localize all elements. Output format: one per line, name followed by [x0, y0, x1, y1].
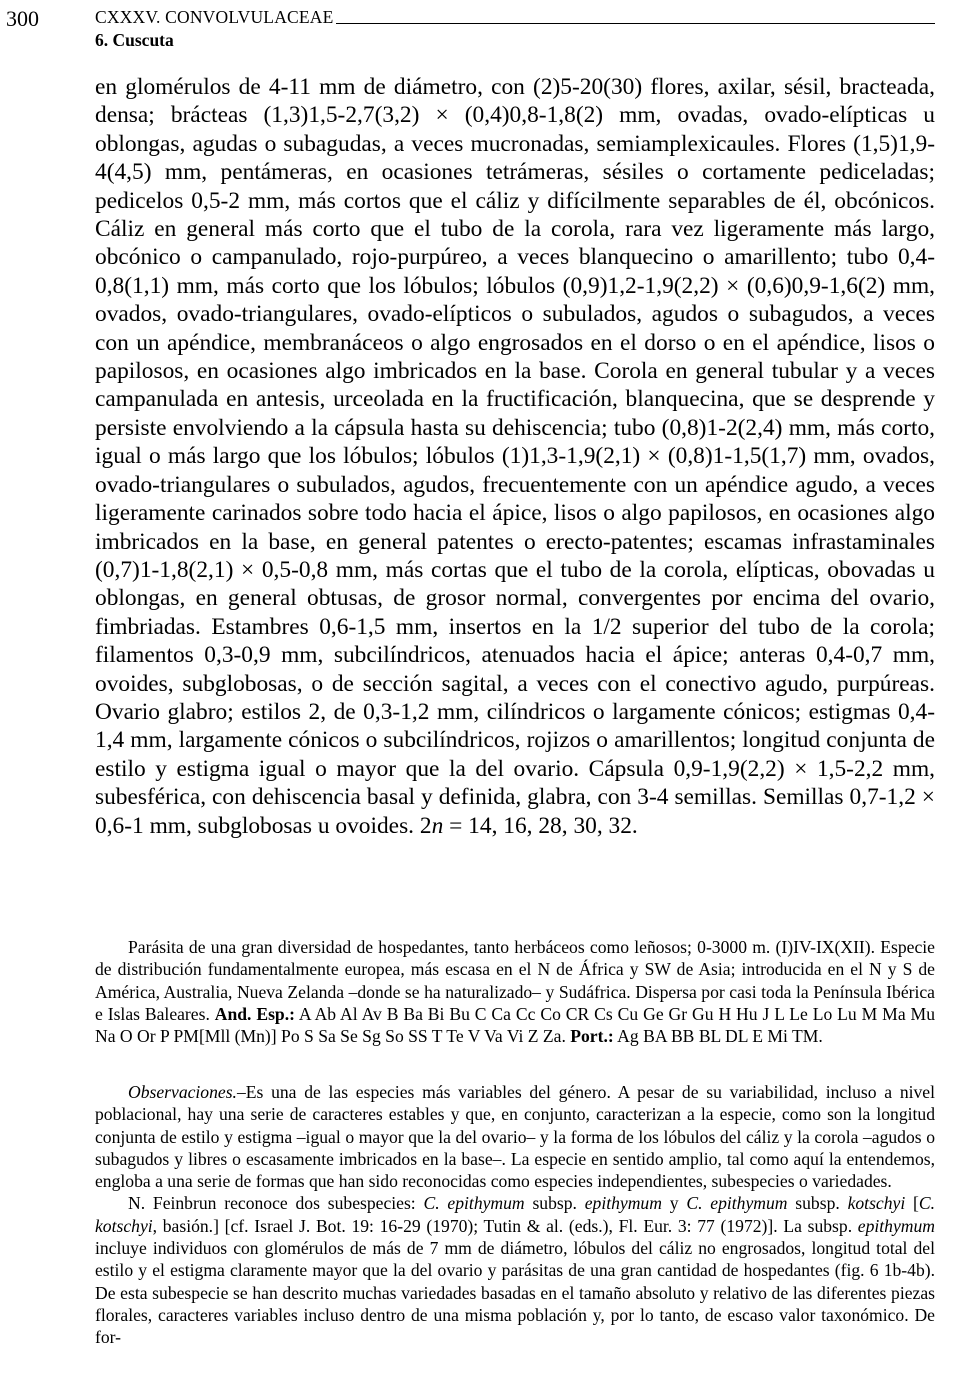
chromosome-number: 2n = 14, 16, 28, 30, 32.: [419, 812, 638, 839]
observations-section: [95, 1081, 935, 1349]
description-text: en glomérulos de 4-11 mm de diámetro, con (2)5-20(30) flores, axilar, sésil, bracteada, densa; brácteas (1,3)1,5-2,7(3,2) × (0,4)0,8-1,8(2) mm, ovadas, ovado-elípticas u oblongas, agudas o subagudas, a veces mucronadas, semiamplexicaules. Flores (1,5)1,9-4(4,5) mm, pentámeras, en ocasiones tetrámeras, sésiles o cortamente pediceladas; pedicelos 0,5-2 mm, más cortos que el cáliz y difícilmente separables de él, obcónicos. Cáliz en general más corto que el tubo de la corola, rara vez ligeramente más largo, obcónico o campanulado, rojo-purpúreo, a veces blanquecino o amarillento; tubo 0,4-0,8(1,1) mm, más corto que los lóbulos; lóbulos (0,9)1,2-1,9(2,2) × (0,6)0,9-1,6(2) mm, ovados, ovado-triangulares, ovado-elípticos o subulados, agudos o subagudos, a veces con un apéndice, membranáceos o algo engrosados en el dorso o en el apéndice, lisos o papilosos, en ocasiones algo imbricados en la base. Corola en general tubular y a veces campanulada en antesis, urceolada en la fructificación, blanquecina, que se desprende y persiste envolviendo a la cápsula hasta su dehiscencia; tubo (0,8)1-2(2,4) mm, más corto, igual o más largo que los lóbulos; lóbulos (1)1,3-1,9(2,1) × (0,8)1-1,5(1,7) mm, ovados, ovado-triangulares o subulados, agudos, frecuentemente con un apéndice agudo, a veces ligeramente carinados sobre todo hacia el ápice, lisos o algo papilosos, en ocasiones algo imbricados en la base, en general patentes o erecto-patentes; escamas infrastaminales (0,7)1-1,8(2,1) × 0,5-0,8 mm, más cortas que el tubo de la corola, elípticas, obovadas u oblongas, en general obtusas, de grosor normal, convergentes por encima del ovario, fimbriadas. Estambres 0,6-1,5 mm, insertos en la 1/2 superior del tubo de la corola; filamentos 0,3-0,9 mm, subcilíndricos, atenuados hacia el ápice; anteras 0,4-0,7 mm, ovoides, subglobosas, o de sección sagital, a veces con el conectivo agudo, purpúreas. Ovario glabro; estilos 2, de 0,3-1,2 mm, cilíndricos o largamente cónicos; estigmas 0,4-1,4 mm, largamente cónicos o subcilíndricos, rojizos o amarillentos; longitud conjunta de estilo y estigma igual o mayor que la del ovario. Cápsula 0,9-1,9(2,2) × 1,5-2,2 mm, subesférica, con dehiscencia basal y definida, glabra, con 3-4 semillas. Semillas 0,7-1,2 × 0,6-1 mm, subglobosas u ovoides.: [95, 74, 935, 839]
running-header: [95, 7, 935, 51]
family-name: CXXXV. CONVOLVULACEAE: [95, 7, 334, 27]
port-label: Port.:: [570, 1026, 614, 1047]
distribution-paragraph: [95, 936, 935, 1047]
port-list: Ag BA BB BL DL E Mi TM.: [613, 1026, 823, 1047]
family-heading: [95, 7, 935, 28]
species-description: [95, 73, 935, 840]
and-esp-label: And. Esp.:: [214, 1003, 295, 1024]
observations-paragraph-2: N. Feinbrun reconoce dos subespecies: C. epithymum subsp. epithymum y C. epithymum subsp. kotschyi [C. kotschyi, basión.] [cf. Israel J. Bot. 19: 16-29 (1970); Tutin & al. (eds.), Fl. Eur. 3: 77 (1972)]. La subsp. epithymum incluye individuos con glomérulos de más de 7 mm de diámetro, lóbulos del cáliz no engrosados, longitud total del estilo y el estigma claramente mayor que la del ovario y parásitas de una gran cantidad de hospedantes (fig. 6 1b-4b). De esta subespecie se han descrito muchas variedades basadas en el tamaño absoluto y relativo de las diferentes piezas florales, caracteres variables incluso dentro de una misma población y, por lo tanto, de escaso valor taxonómico. De for-: [95, 1193, 936, 1348]
page-number: 300: [6, 6, 39, 31]
and-esp-list: A Ab Al Av B Ba Bi Bu C Ca Cc Co CR Cs Cu Ge Gr Gu H Hu J L Le Lo Lu M Ma Mu Na O Or P PM[Mll (Mn)] Po S Sa Se Sg So SS T Te V Va Vi Z Za.: [95, 1003, 935, 1047]
observations-label: Observaciones.: [128, 1082, 237, 1102]
header-rule: [336, 23, 935, 24]
observations-paragraph-1: Observaciones.–Es una de las especies más variables del género. A pesar de su variabilidad, incluso a nivel poblacional, hay una serie de caracteres estables y que, en conjunto, caracterizan a la especie, como son la longitud conjunta de estilo y estigma –igual o mayor que la del ovario– y la forma de los lóbulos del cáliz y la corola –agudos o subagudos y libres o escasamente imbricados en la base–. La especie en sentido amplio, tal como aquí la entendemos, engloba a una serie de formas que han sido reconocidas como especies independientes, subespecies o variedades.: [95, 1082, 935, 1192]
genus-heading: 6. Cuscuta: [95, 30, 174, 50]
habitat-text: Parásita de una gran diversidad de hospedantes, tanto herbáceos como leñosos; 0-3000 m. (I)IV-IX(XII). Especie de distribución fundamentalmente europea, más escasa en el N de África y SW de Asia; introducida en el N y S de América, Australia, Nueva Zelanda –donde se ha naturalizado– y Sudáfrica. Dispersa por casi toda la Península Ibérica e Islas Baleares.: [95, 937, 935, 1024]
